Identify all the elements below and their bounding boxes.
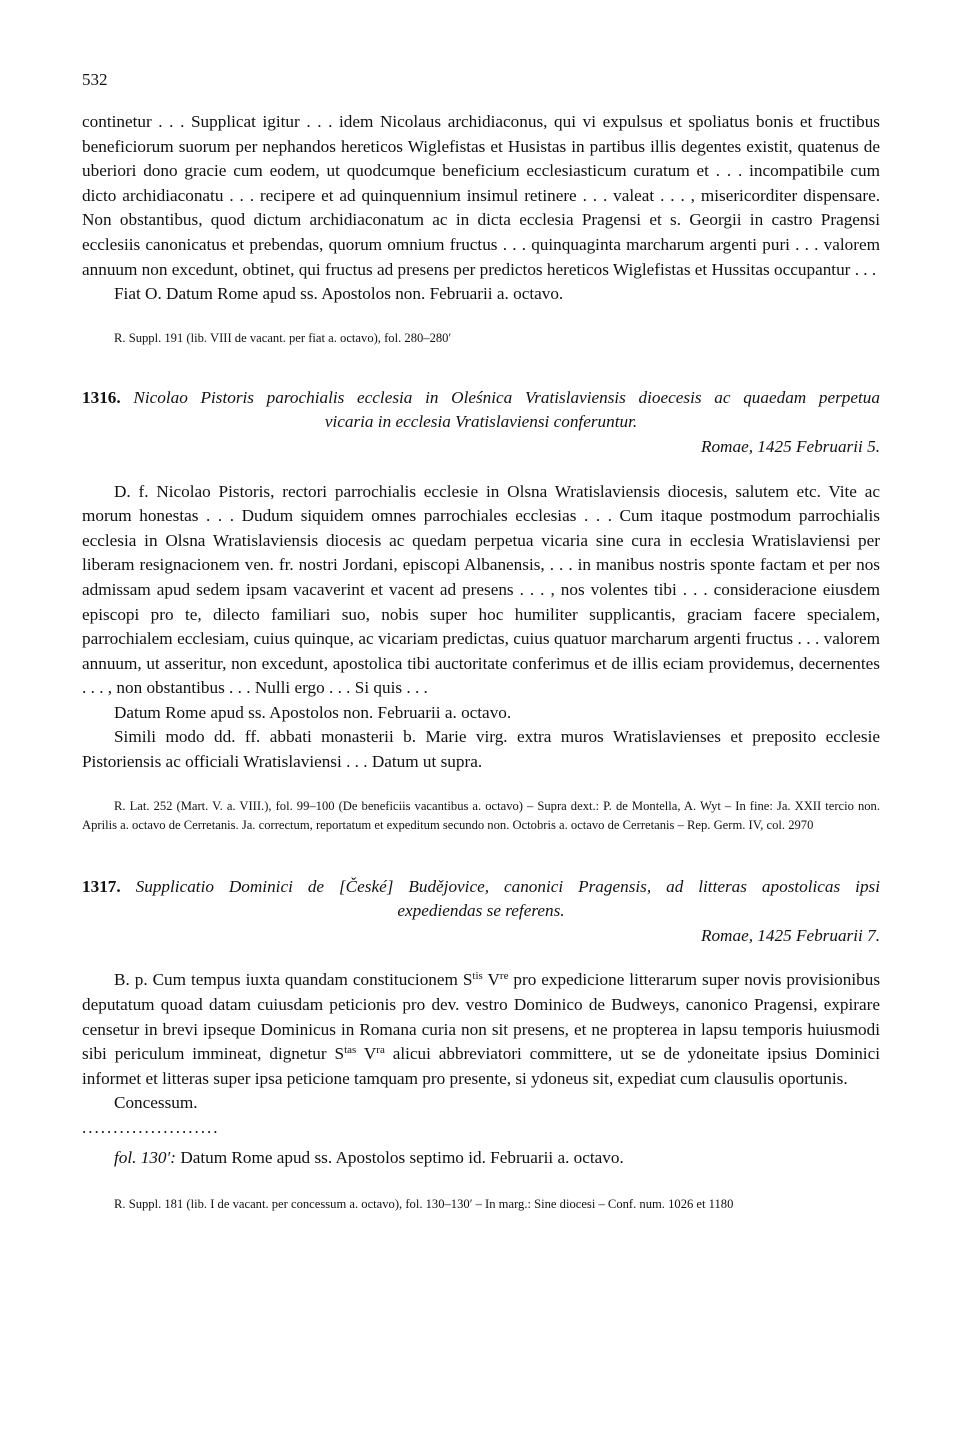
datum-line: Datum Rome apud ss. Apostolos non. Februarii a. octavo. <box>114 702 512 722</box>
ellipsis-line: ...................... <box>82 1118 220 1137</box>
entry-title: Nicolao Pistoris parochialis ecclesia in Oleśnica Vratislaviensis dioecesis ac quaedam perpetua <box>133 387 880 407</box>
entry-title: Supplicatio Dominici de [České] Budějovice, canonici Pragensis, ad litteras apostolicas ipsi <box>135 876 881 896</box>
entry-body: D. f. Nicolao Pistoris, rectori parrochialis ecclesie in Olsna Wratislaviensis diocesis, salutem etc. Vite ac morum honestas . . . Dudum siquidem omnes parrochiales ecclesias . . . Cum itaque postmodum parrochialis ecclesia in Olsna Wratislaviensis diocesis ac quedam perpetua vicaria sine cura in ecclesia Wratislaviensi per liberam resignacionem ven. fr. nostri Jordani, episcopi Albanensis, . . . in manibus nostris sponte factam et per nos admissam apud sedem ipsam vacaverint et vacent ad presens . . . , nos volentes tibi . . . consideracione eiusdem episcopi pro te, dilecto familiari suo, nobis super hoc humiliter supplicantis, graciam facere specialem, parrochialem ecclesiam, cuius quinque, ac vicariam predictas, cuius quatuor marcharum argenti fructus . . . valorem annuum, ut asseritur, non excedunt, apostolica tibi auctoritate conferimus et de illis eciam providemus, decernentes . . . , non obstantibus . . . Nulli ergo . . . Si quis . . . <box>82 481 880 698</box>
concessum-line: Concessum. <box>114 1093 198 1113</box>
entry-heading-1317 <box>82 875 880 924</box>
simili-paragraph: Simili modo dd. ff. abbati monasterii b. Marie virg. extra muros Wratislavienses et preposito ecclesie Pistoriensis ac officiali Wratislaviensi . . . Datum ut supra. <box>82 727 880 772</box>
entry-body: B. p. Cum tempus iuxta quandam constitucionem $S^{tis}$ Vre pro expedicione litterarum super novis provisionibus deputatum quoad datam cuiusdam peticionis pro dev. vestro Dominico de Budweys, canonico Pragensi, expirare censetur in brevi ipseque Dominicus in Romana curia non sit presens, et ne propterea in lapsu temporis huiusmodi sibi periculum immineat, dignetur $S^{tas}$ $V^{ra}$ alicui abbreviatori committere, ut se de ydoneitate ipsius Dominici informet et litteras super ipsa peticione tamquam pro presente, si ydoneus sit, expediat cum clausulis oportunis. <box>82 970 881 1088</box>
entry-number: 1317. <box>82 876 121 896</box>
place-date: Romae, 1425 Februarii 7. <box>700 925 880 945</box>
archive-reference: R. Suppl. 191 (lib. VIII de vacant. per fiat a. octavo), fol. 280–280′ <box>114 330 452 345</box>
folio-reference: fol. 130′: <box>114 1148 177 1167</box>
page <box>82 70 880 1214</box>
entry-title-continued: vicaria in ecclesia Vratislaviensi conferuntur. <box>324 412 638 432</box>
fiat-line: Fiat O. Datum Rome apud ss. Apostolos non. Februarii a. octavo. <box>114 284 564 304</box>
entry-number: 1316. <box>82 387 121 407</box>
entry-heading-1316 <box>82 386 880 435</box>
place-date: Romae, 1425 Februarii 5. <box>700 436 880 456</box>
entry-title-continued: expediendas se referens. <box>397 901 565 921</box>
datum-line: fol. 130′: Datum Rome apud ss. Apostolos septimo id. Februarii a. octavo. <box>114 1148 624 1167</box>
page-number: 532 <box>82 70 108 89</box>
archive-reference: R. Lat. 252 (Mart. V. a. VIII.), fol. 99–100 (De beneficiis vacantibus a. octavo) – Supra dext.: P. de Montella, A. Wyt – In fine: Ja. XXII tercio non. Aprilis a. octavo de Cerretanis. Ja. correctum, reportatum et expeditum secundo non. Octobris a. octavo de Cerretanis – Rep. Germ. IV, col. 2970 <box>82 798 880 832</box>
archive-reference: R. Suppl. 181 (lib. I de vacant. per concessum a. octavo), fol. 130–130′ – In marg.: Sine diocesi – Conf. num. 1026 et 1180 <box>114 1196 734 1211</box>
continuation-paragraph: continetur . . . Supplicat igitur . . . idem Nicolaus archidiaconus, qui vi expulsus et spoliatus bonis et fructibus beneficiorum suorum per nephandos hereticos Wiglefistas et Husistas in partibus illis degentes existit, quatenus de uberiori dono gracie cum eodem, ut quodcumque beneficium ecclesiasticum curatum et . . . incompatibile cum dicto archidiaconatu . . . recipere et ad quinquennium insimul retinere . . . valeat . . . , misericorditer dispensare. Non obstantibus, quod dictum archidiaconatum ac in dicta ecclesia Pragensi et s. Georgii in castro Pragensi ecclesiis canonicatus et prebendas, quorum omnium fructus . . . quinquaginta marcharum argenti puri . . . valorem annuum non excedunt, obtinet, qui fructus ad presens per predictos hereticos Wiglefistas et Hussitas occupantur . . . <box>82 112 880 279</box>
